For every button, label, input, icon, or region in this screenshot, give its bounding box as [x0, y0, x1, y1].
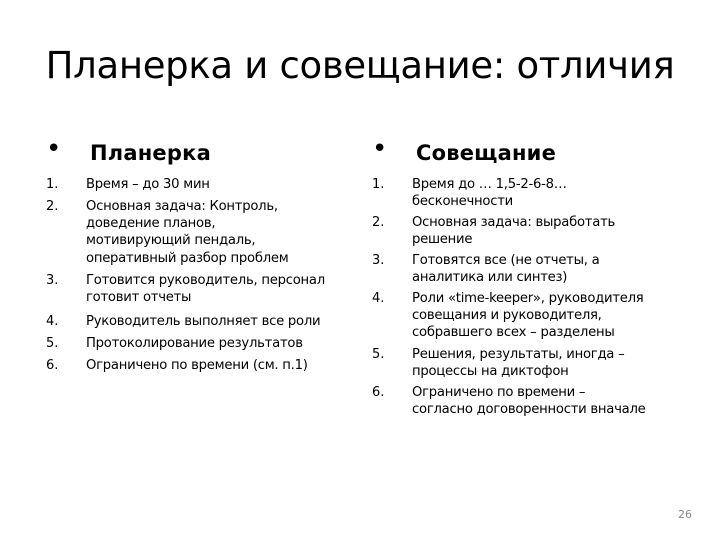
planerka-header	[46, 134, 358, 170]
item-text: Ограничено по времени – согласно договоренности вначале	[412, 385, 646, 418]
item-number: 5.	[46, 336, 59, 351]
item-text: Роли «time-keeper», руководителя совещания и руководителя, собравшего всех – разделены	[412, 291, 644, 341]
item-text: Решения, результаты, иногда – процессы на диктофон	[412, 347, 625, 380]
item-number: 2.	[46, 199, 59, 214]
bullet-icon: •	[46, 134, 62, 164]
item-number: 6.	[372, 385, 385, 400]
item-text: Время – до 30 мин	[86, 177, 210, 192]
soveshchanie-title: Совещание	[416, 141, 557, 165]
item-text: Основная задача: Контроль, доведение планов, мотивирующий пендаль, оперативный разбор проблем	[86, 199, 289, 266]
soveshchanie-column	[372, 134, 690, 418]
item-number: 2.	[372, 215, 385, 230]
item-text: Основная задача: выработать решение	[412, 215, 616, 248]
item-number: 1.	[372, 177, 385, 192]
soveshchanie-header	[372, 134, 690, 170]
item-number: 6.	[46, 358, 59, 373]
item-text: Руководитель выполняет все роли	[86, 314, 321, 329]
bullet-icon: •	[372, 134, 388, 164]
item-number: 1.	[46, 177, 59, 192]
item-number: 3.	[46, 273, 59, 288]
planerka-title: Планерка	[90, 141, 211, 165]
item-number: 5.	[372, 347, 385, 362]
item-number: 3.	[372, 253, 385, 268]
item-text: Готовятся все (не отчеты, а аналитика или синтез)	[412, 253, 600, 286]
item-number: 4.	[372, 291, 385, 306]
slide-title: Планерка и совещание: отличия	[45, 44, 675, 87]
planerka-column	[46, 134, 358, 373]
item-text: Протоколирование результатов	[86, 336, 303, 351]
item-number: 4.	[46, 314, 59, 329]
page-number: 26	[678, 508, 692, 521]
item-text: Ограничено по времени (см. п.1)	[86, 358, 308, 373]
item-text: Время до … 1,5-2-6-8… бесконечности	[412, 177, 567, 210]
item-text: Готовится руководитель, персонал готовит отчеты	[86, 273, 325, 306]
